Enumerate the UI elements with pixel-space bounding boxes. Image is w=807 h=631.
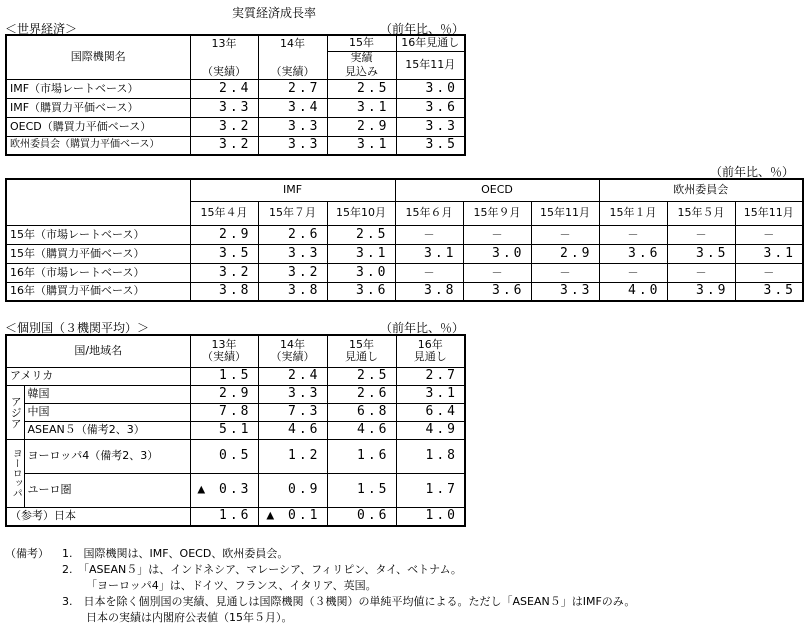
value-cell: 2.9 — [531, 244, 599, 263]
col-header-13-note: （実績） — [202, 350, 246, 364]
value-cell: 2.7 — [258, 79, 327, 98]
value-cell: 3.6 — [599, 244, 667, 263]
value-cell: 2.9 — [190, 225, 258, 244]
col-header-15-estimate: 見込み — [327, 65, 396, 79]
value-cell: 1.7 — [396, 473, 465, 507]
value-cell: 3.3 — [396, 117, 465, 136]
value-cell: 3.3 — [258, 117, 327, 136]
row-label: アメリカ — [6, 367, 190, 385]
value-cell: 1.5 — [327, 473, 396, 507]
value-cell: 3.3 — [258, 244, 327, 263]
col-header-15-actual: 実績 — [327, 51, 396, 65]
value-cell: 1.6 — [327, 439, 396, 473]
value-cell: － — [395, 225, 463, 244]
col-header-blank — [6, 179, 190, 225]
col-header-14-note: （実績） — [270, 350, 315, 364]
sub-header: 15年11月 — [735, 201, 803, 225]
col-header-16-note: 見通し — [413, 350, 447, 364]
row-label: IMF（購買力平価ベース） — [6, 98, 190, 117]
col-header-15 — [327, 335, 396, 367]
group-header-imf: IMF — [190, 179, 395, 201]
value-cell: 3.3 — [258, 136, 327, 155]
value-cell: － — [463, 263, 531, 282]
region-label-europe: ヨーロッパ — [6, 439, 24, 507]
value-cell: 2.4 — [190, 79, 258, 98]
sub-header: 15年６月 — [395, 201, 463, 225]
value-cell: 3.3 — [190, 98, 258, 117]
value-cell: 3.2 — [190, 117, 258, 136]
value-cell: 3.6 — [396, 98, 465, 117]
value-cell: 2.7 — [396, 367, 465, 385]
value-cell: 0.5 — [190, 439, 258, 473]
table-row — [6, 136, 465, 155]
row-label: 韓国 — [24, 385, 190, 403]
col-header-agency: 国際機関名 — [6, 35, 190, 79]
row-label: 16年（購買力平価ベース） — [6, 282, 190, 301]
value-cell: 3.2 — [258, 263, 327, 282]
unit-label-2: （前年比、％） — [710, 165, 795, 179]
row-label: ユーロ圏 — [24, 473, 190, 507]
value-cell: 3.3 — [531, 282, 599, 301]
value-cell: 2.5 — [327, 367, 396, 385]
row-label: 15年（購買力平価ベース） — [6, 244, 190, 263]
forecast-history-table — [5, 178, 804, 302]
value-cell: 3.6 — [327, 282, 395, 301]
col-header-15-year: 15年 — [349, 338, 374, 352]
table-row — [6, 367, 465, 385]
value-cell: 3.4 — [258, 98, 327, 117]
table-row — [6, 421, 465, 439]
row-label: 15年（市場レートベース） — [6, 225, 190, 244]
value-cell: 3.1 — [395, 244, 463, 263]
group-header-ec: 欧州委員会 — [599, 179, 803, 201]
value-cell: 2.4 — [258, 367, 327, 385]
value-cell: 1.8 — [396, 439, 465, 473]
sub-header: 15年10月 — [327, 201, 395, 225]
table-row — [6, 225, 803, 244]
value-cell: 1.5 — [190, 367, 258, 385]
value-cell: 3.5 — [667, 244, 735, 263]
row-label: 中国 — [24, 403, 190, 421]
value-cell: 3.1 — [735, 244, 803, 263]
value-cell: 3.1 — [327, 244, 395, 263]
col-header-14 — [258, 335, 327, 367]
note-3-continued: 日本の実績は内閣府公表値（15年５月）。 — [86, 611, 293, 624]
value-cell: 3.5 — [735, 282, 803, 301]
value-cell: 2.9 — [327, 117, 396, 136]
note-3: 3. 日本を除く個別国の実績、見通しは国際機関（３機関）の単純平均値による。ただし「ASEAN５」はIMFのみ。 — [62, 595, 636, 608]
col-header-16: 16年見通し — [396, 35, 465, 51]
notes-label: （備考） — [5, 547, 49, 560]
table-row — [6, 263, 803, 282]
col-header-15-note: 見通し — [345, 350, 378, 364]
value-cell: 2.5 — [327, 79, 396, 98]
value-cell: 4.6 — [258, 421, 327, 439]
col-header-13-year: 13年 — [211, 338, 237, 352]
note-2: 2. 「ASEAN５」は、インドネシア、マレーシア、フィリピン、タイ、ベトナム。 — [62, 563, 462, 576]
value-cell: － — [667, 263, 735, 282]
value-cell: 4.0 — [599, 282, 667, 301]
value-cell: ▲ 0.3 — [190, 473, 258, 507]
unit-label-3: （前年比、％） — [380, 321, 465, 335]
col-header-16-year: 16年 — [417, 338, 443, 352]
col-header-15: 15年 — [327, 35, 396, 51]
world-economy-table — [5, 34, 466, 156]
value-cell: － — [531, 263, 599, 282]
value-cell: － — [667, 225, 735, 244]
table-row — [6, 439, 465, 473]
table-row — [6, 385, 465, 403]
region-label-asia: アジア — [6, 385, 24, 439]
value-cell: － — [599, 225, 667, 244]
value-cell: 2.9 — [190, 385, 258, 403]
value-cell: － — [395, 263, 463, 282]
row-label: ASEAN５（備考2、3） — [24, 421, 190, 439]
value-cell: 3.1 — [327, 136, 396, 155]
col-header-16-date: 15年11月 — [396, 51, 465, 79]
sub-header: 15年11月 — [531, 201, 599, 225]
value-cell: 6.4 — [396, 403, 465, 421]
sub-header: 15年５月 — [667, 201, 735, 225]
value-cell: 3.1 — [327, 98, 396, 117]
sub-header: 15年４月 — [190, 201, 258, 225]
value-cell: 2.6 — [258, 225, 327, 244]
value-cell: 7.3 — [258, 403, 327, 421]
col-header-14: 14年 — [258, 35, 327, 51]
value-cell: － — [463, 225, 531, 244]
country-caption: ＜個別国（３機関平均）＞ — [5, 321, 150, 335]
world-economy-caption: ＜世界経済＞ — [5, 22, 78, 36]
value-cell: 3.2 — [190, 263, 258, 282]
col-header-13-actual: （実績） — [190, 65, 258, 79]
group-header-oecd: OECD — [395, 179, 599, 201]
value-cell: 3.0 — [327, 263, 395, 282]
value-cell: 3.0 — [396, 79, 465, 98]
col-header-13 — [190, 335, 258, 367]
col-header-16 — [396, 335, 465, 367]
value-cell: － — [531, 225, 599, 244]
table-row — [6, 117, 465, 136]
value-cell: 5.1 — [190, 421, 258, 439]
col-header-country: 国/地域名 — [6, 335, 190, 367]
value-cell: 3.5 — [190, 244, 258, 263]
row-label: IMF（市場レートベース） — [6, 79, 190, 98]
value-cell: 3.6 — [463, 282, 531, 301]
value-cell: 6.8 — [327, 403, 396, 421]
value-cell: 1.0 — [396, 507, 465, 526]
col-header-13: 13年 — [190, 35, 258, 51]
table-row — [6, 403, 465, 421]
row-label: （参考）日本 — [6, 507, 190, 526]
value-cell: 3.8 — [395, 282, 463, 301]
value-cell: 4.6 — [327, 421, 396, 439]
value-cell: － — [599, 263, 667, 282]
note-2-continued: 「ヨーロッパ4」は、ドイツ、フランス、イタリア、英国。 — [86, 579, 377, 592]
value-cell: － — [735, 263, 803, 282]
value-cell: 3.9 — [667, 282, 735, 301]
col-header-14-year: 14年 — [280, 338, 305, 352]
row-label: 欧州委員会（購買力平価ベース） — [6, 136, 190, 155]
table-row — [6, 244, 803, 263]
table-row — [6, 282, 803, 301]
value-cell: 4.9 — [396, 421, 465, 439]
table-row — [6, 79, 465, 98]
value-cell: 3.8 — [258, 282, 327, 301]
value-cell: － — [735, 225, 803, 244]
col-header-14-actual: （実績） — [258, 65, 327, 79]
value-cell: 3.0 — [463, 244, 531, 263]
table-row — [6, 473, 465, 507]
value-cell: 3.8 — [190, 282, 258, 301]
row-label: ヨーロッパ4（備考2、3） — [24, 439, 190, 473]
value-cell: 0.9 — [258, 473, 327, 507]
page-title: 実質経済成長率 — [232, 6, 317, 20]
value-cell: 3.2 — [190, 136, 258, 155]
note-1: 1. 国際機関は、IMF、OECD、欧州委員会。 — [62, 547, 289, 560]
sub-header: 15年９月 — [463, 201, 531, 225]
row-label: 16年（市場レートベース） — [6, 263, 190, 282]
value-cell: 3.1 — [396, 385, 465, 403]
value-cell: ▲ 0.1 — [258, 507, 327, 526]
unit-label-1: （前年比、％） — [380, 22, 465, 36]
value-cell: 1.6 — [190, 507, 258, 526]
table-row — [6, 507, 465, 526]
table-row — [6, 98, 465, 117]
sub-header: 15年７月 — [258, 201, 327, 225]
value-cell: 2.6 — [327, 385, 396, 403]
value-cell: 3.5 — [396, 136, 465, 155]
value-cell: 1.2 — [258, 439, 327, 473]
value-cell: 7.8 — [190, 403, 258, 421]
value-cell: 3.3 — [258, 385, 327, 403]
value-cell: 0.6 — [327, 507, 396, 526]
value-cell: 2.5 — [327, 225, 395, 244]
sub-header: 15年１月 — [599, 201, 667, 225]
country-table — [5, 334, 466, 527]
row-label: OECD（購買力平価ベース） — [6, 117, 190, 136]
